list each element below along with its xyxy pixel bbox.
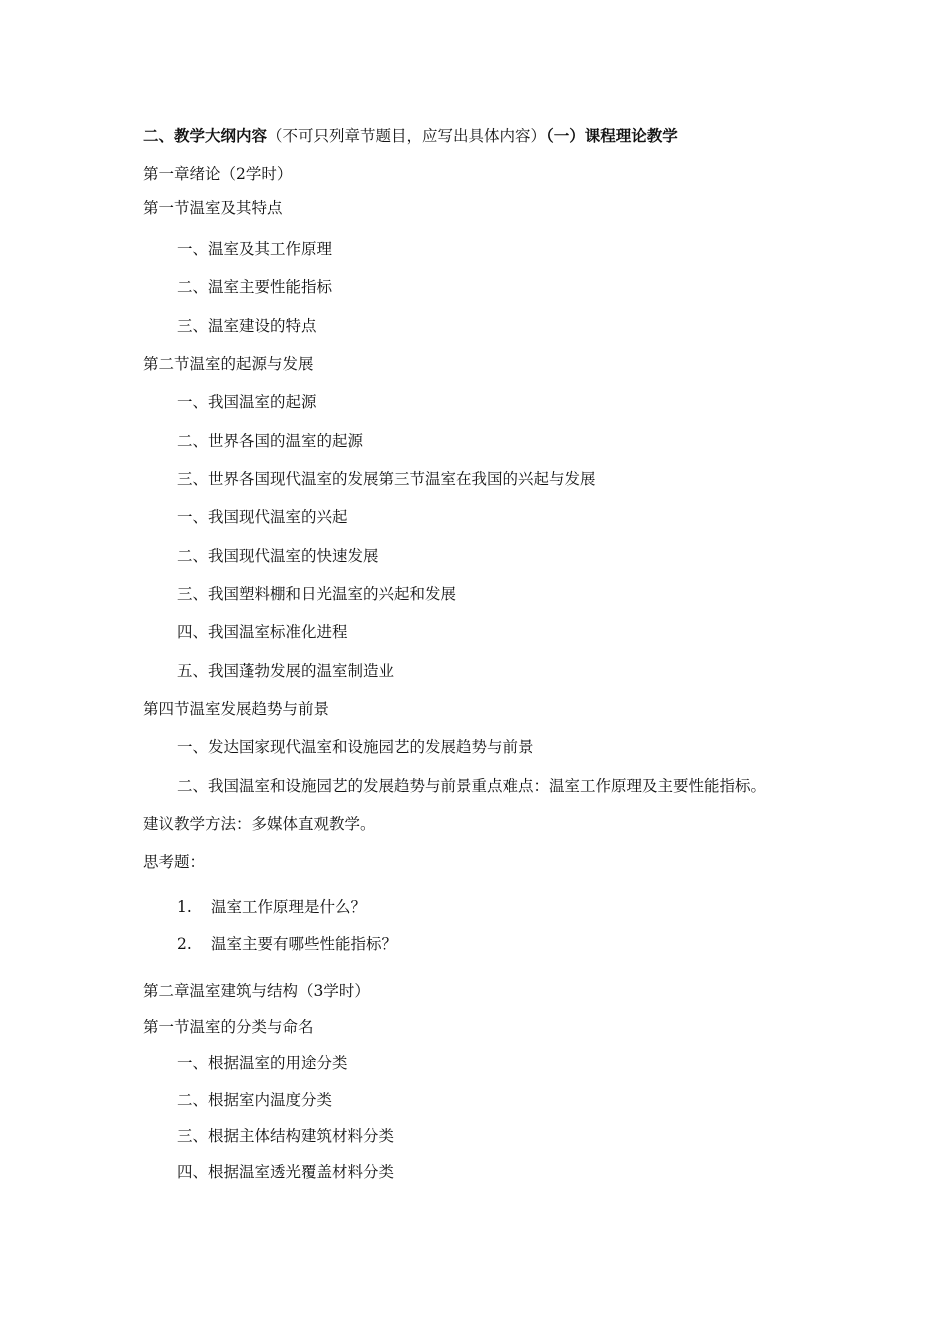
chapter1-section2-title: 第二节温室的起源与发展	[143, 355, 314, 373]
chapter1-section3-item: 四、我国温室标准化进程	[177, 623, 348, 641]
chapter1-section2-item: 三、世界各国现代温室的发展第三节温室在我国的兴起与发展	[177, 470, 596, 488]
chapter2-section1-item: 二、根据室内温度分类	[177, 1091, 333, 1109]
question-number: 1.	[177, 898, 192, 916]
chapter1-section4-title: 第四节温室发展趋势与前景	[143, 700, 330, 718]
chapter2-section1-item: 四、根据温室透光覆盖材料分类	[177, 1163, 395, 1181]
question-item	[177, 897, 366, 917]
question-number: 2.	[177, 935, 192, 953]
chapter1-section2-item: 二、世界各国的温室的起源	[177, 432, 364, 450]
chapter1-section1-item: 一、温室及其工作原理	[177, 240, 333, 258]
chapter1-section1-item: 三、温室建设的特点	[177, 317, 317, 335]
chapter1-title: 第一章绪论（2学时）	[143, 165, 293, 183]
chapter1-section1-title: 第一节温室及其特点	[143, 199, 283, 217]
outline-heading-part-a: 二、教学大纲内容	[143, 127, 268, 145]
question-text: 温室工作原理是什么？	[211, 898, 367, 916]
chapter2-section1-item: 三、根据主体结构建筑材料分类	[177, 1127, 395, 1145]
questions-label: 思考题：	[143, 853, 206, 871]
chapter1-section2-item: 一、我国温室的起源	[177, 393, 317, 411]
outline-heading-part-b: （一）课程理论教学	[546, 127, 678, 145]
outline-heading	[143, 126, 678, 146]
chapter1-section3-item: 三、我国塑料棚和日光温室的兴起和发展	[177, 585, 457, 603]
outline-heading-note: （不可只列章节题目，应写出具体内容）	[267, 127, 547, 145]
chapter2-title: 第二章温室建筑与结构（3学时）	[143, 982, 370, 1000]
chapter1-section3-item: 二、我国现代温室的快速发展	[177, 547, 379, 565]
chapter1-section3-item: 五、我国蓬勃发展的温室制造业	[177, 662, 395, 680]
chapter1-section3-item: 一、我国现代温室的兴起	[177, 508, 348, 526]
chapter1-section4-item: 二、我国温室和设施园艺的发展趋势与前景重点难点：温室工作原理及主要性能指标。	[177, 777, 767, 795]
chapter1-section1-item: 二、温室主要性能指标	[177, 278, 333, 296]
chapter2-section1-title: 第一节温室的分类与命名	[143, 1018, 314, 1036]
chapter2-section1-item: 一、根据温室的用途分类	[177, 1054, 348, 1072]
chapter1-section4-item: 一、发达国家现代温室和设施园艺的发展趋势与前景	[177, 738, 534, 756]
question-item	[177, 934, 397, 954]
question-text: 温室主要有哪些性能指标？	[211, 935, 398, 953]
teaching-method: 建议教学方法：多媒体直观教学。	[143, 815, 376, 833]
